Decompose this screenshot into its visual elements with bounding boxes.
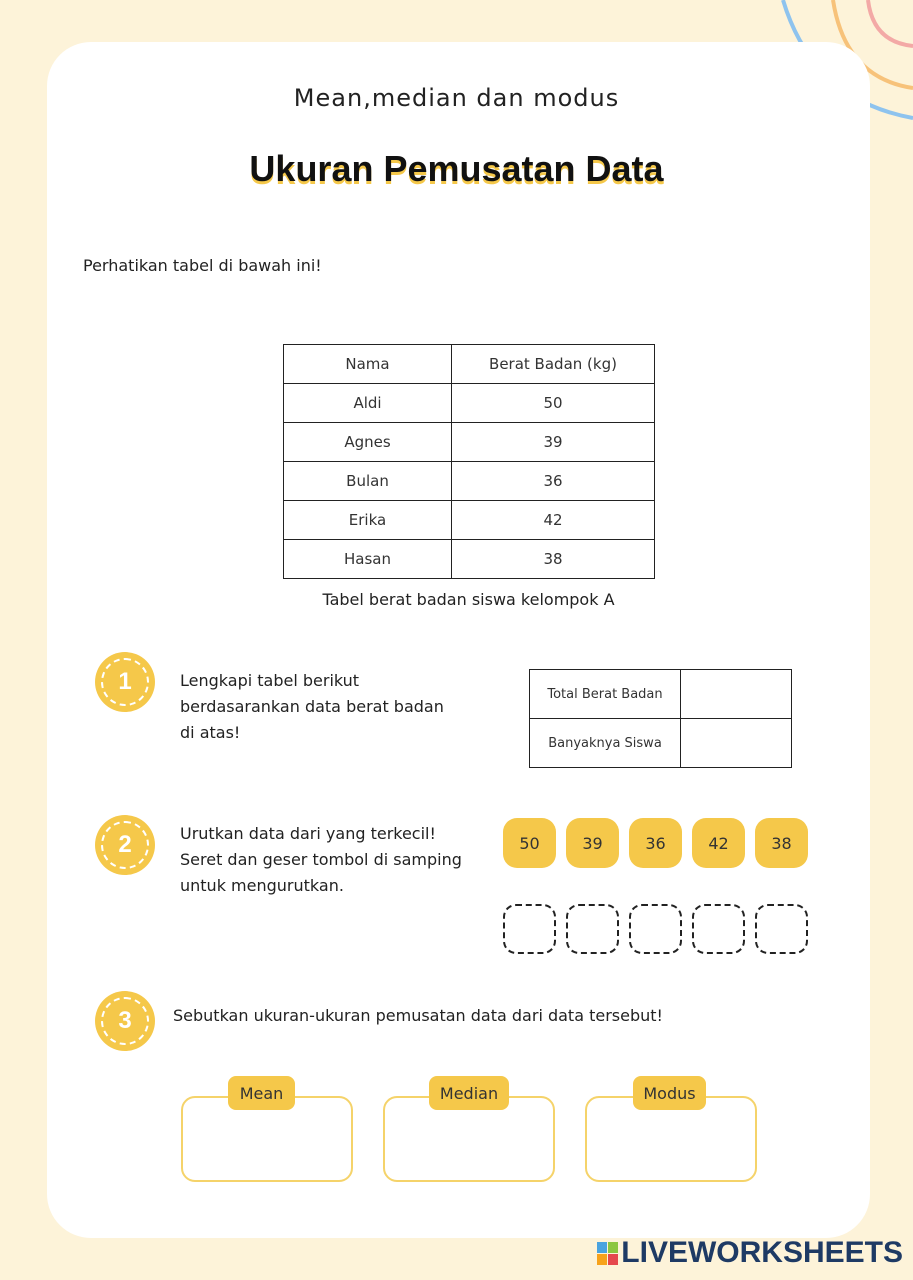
table-row: [284, 423, 655, 462]
summary-table: [529, 669, 792, 768]
modus-label: Modus: [633, 1076, 706, 1110]
table-header-row: [284, 345, 655, 384]
cell-weight: 50: [452, 384, 655, 423]
student-count-label: Banyaknya Siswa: [530, 719, 681, 768]
column-header-name: Nama: [284, 345, 452, 384]
cell-name: Erika: [284, 501, 452, 540]
table-row: [284, 501, 655, 540]
table-row: [530, 670, 792, 719]
question-3-badge: 3: [95, 991, 155, 1051]
weight-table: [283, 344, 655, 579]
total-weight-input[interactable]: [681, 670, 792, 719]
drop-slot[interactable]: [692, 904, 745, 954]
worksheet-card: [47, 42, 870, 1238]
column-header-weight: Berat Badan (kg): [452, 345, 655, 384]
drop-slot[interactable]: [755, 904, 808, 954]
drag-tile[interactable]: 50: [503, 818, 556, 868]
drag-tile[interactable]: 42: [692, 818, 745, 868]
cell-name: Aldi: [284, 384, 452, 423]
table-caption: Tabel berat badan siswa kelompok A: [322, 590, 615, 609]
median-label: Median: [429, 1076, 509, 1110]
brand-name: LIVEWORKSHEETS: [621, 1236, 903, 1269]
cell-name: Agnes: [284, 423, 452, 462]
question-2-text: Urutkan data dari yang terkecil! Seret dan geser tombol di samping untuk mengurutkan.: [180, 824, 462, 895]
student-count-input[interactable]: [681, 719, 792, 768]
drop-slot[interactable]: [629, 904, 682, 954]
drop-slot[interactable]: [566, 904, 619, 954]
cell-weight: 38: [452, 540, 655, 579]
liveworksheets-logo-icon: [597, 1242, 618, 1265]
drag-tile[interactable]: 36: [629, 818, 682, 868]
cell-weight: 36: [452, 462, 655, 501]
drop-slot[interactable]: [503, 904, 556, 954]
table-row: [284, 384, 655, 423]
page-title: Ukuran Pemusatan Data: [249, 148, 664, 189]
drag-tile[interactable]: 38: [755, 818, 808, 868]
drag-tile[interactable]: 39: [566, 818, 619, 868]
table-row: [530, 719, 792, 768]
question-1-badge: 1: [95, 652, 155, 712]
total-weight-label: Total Berat Badan: [530, 670, 681, 719]
question-2-badge: 2: [95, 815, 155, 875]
intro-text: Perhatikan tabel di bawah ini!: [83, 256, 322, 275]
liveworksheets-logo: [597, 1236, 903, 1270]
table-row: [284, 540, 655, 579]
cell-weight: 42: [452, 501, 655, 540]
mean-label: Mean: [228, 1076, 295, 1110]
cell-name: Hasan: [284, 540, 452, 579]
question-1-text: Lengkapi tabel berikut berdasarankan data berat badan di atas!: [180, 671, 444, 742]
cell-weight: 39: [452, 423, 655, 462]
cell-name: Bulan: [284, 462, 452, 501]
page-subtitle: Mean,median dan modus: [293, 84, 620, 112]
question-3-text: Sebutkan ukuran-ukuran pemusatan data dari data tersebut!: [173, 1006, 663, 1025]
table-row: [284, 462, 655, 501]
